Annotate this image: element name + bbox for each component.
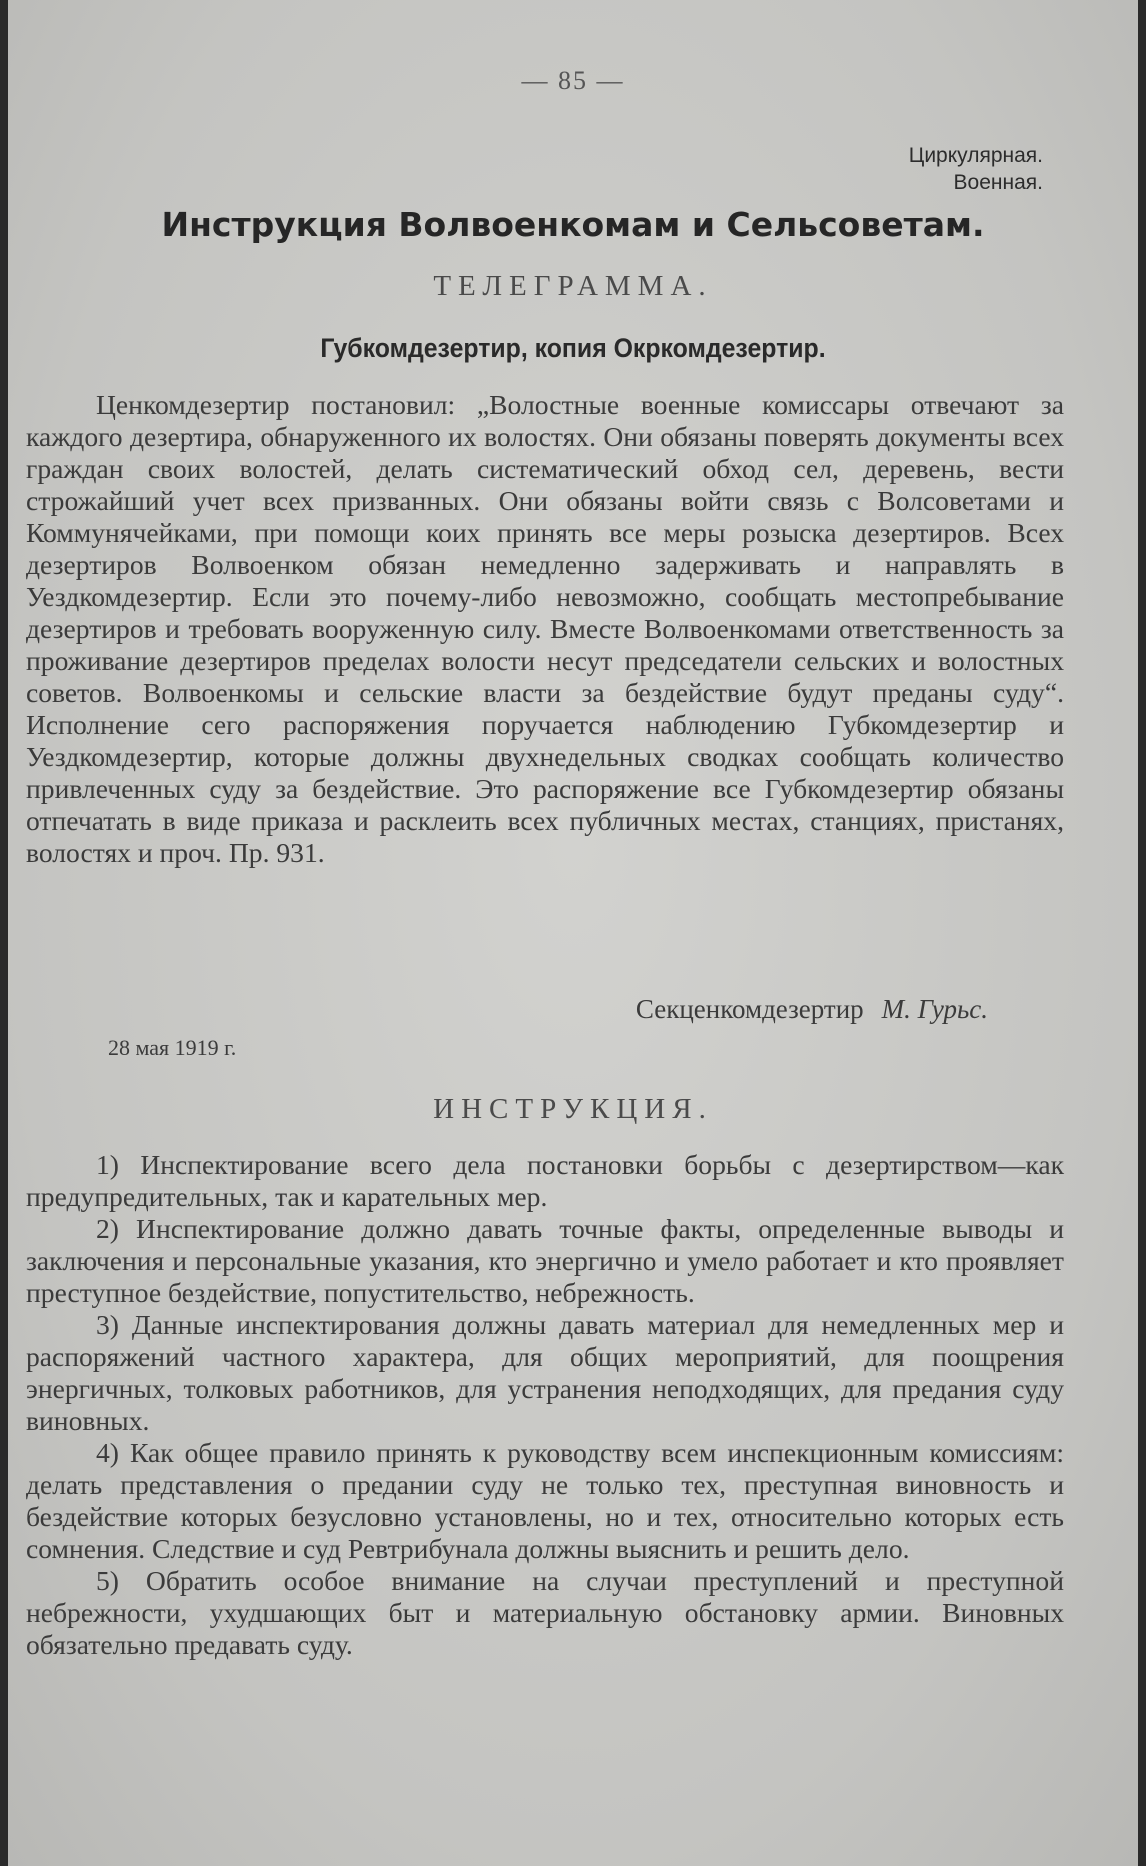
document-date: 28 мая 1919 г. [108, 1035, 237, 1060]
telegram-body [26, 389, 1064, 869]
stamp-line: Военная. [953, 171, 1043, 194]
instruction-list [26, 1149, 1064, 1661]
circular-stamp [909, 142, 1043, 196]
telegram-text: Ценкомдезертир постановил: „Волостные военные комиссары отвечают за каждого дезертира, обнаруженного их волостях. Они обязаны поверять документы всех граждан своих волостей, делать систематический обход сел, деревень, вести строжайший учет всех призванных. Они обязаны войти связь с Волсоветами и Коммунячейками, при помощи коих принять все меры розыска дезертиров. Всех дезертиров Волвоенком обязан немедленно задерживать и направлять в Уездкомдезертир. Если это почему-либо невозможно, сообщать местопребывание дезертиров и требовать вооруженную силу. Вместе Волвоенкомами ответственность за проживание дезертиров пределах волости несут председатели сельских и волостных советов. Волвоенкомы и сельские власти за бездействие будут преданы суду“. Исполнение сего распоряжения поручается наблюдению Губкомдезертир и Уездкомдезертир, которые должны двухнедельных сводках сообщать количество привлеченных суду за бездействие. Это распоряжение все Губкомдезертир обязаны отпечатать в виде приказа и расклеить всех публичных местах, станциях, пристанях, волостях и проч. Пр. 931. [26, 389, 1064, 868]
document-page [8, 0, 1138, 1866]
instruction-item: 3) Данные инспектирования должны давать материал для немедленных мер и распоряжений частного характера, для общих мероприятий, для поощрения энергичных, толковых работников, для устранения неподходящих, для предания суду виновных. [26, 1309, 1064, 1436]
addressee-line: Губкомдезертир, копия Окркомдезертир. [320, 333, 826, 363]
stamp-line: Циркулярная. [908, 144, 1043, 167]
page-number: — 85 — [521, 66, 625, 95]
instruction-item: 2) Инспектирование должно давать точные факты, определенные выводы и заключения и персональные указания, кто энергично и умело работает и кто проявляет преступное бездействие, попустительство, небрежность. [26, 1213, 1064, 1308]
instruction-item: 1) Инспектирование всего дела постановки борьбы с дезертирством—как предупредительных, так и карательных мер. [26, 1149, 1064, 1212]
instruction-item: 5) Обратить особое внимание на случаи преступлений и преступной небрежности, ухудшающих быт и материальную обстановку армии. Виновных обязательно предавать суду. [26, 1565, 1064, 1660]
document-title: Инструкция Волвоенкомам и Сельсоветам. [161, 205, 985, 244]
signature-name: М. Гурьс. [881, 994, 988, 1024]
instruction-heading: ИНСТРУКЦИЯ. [433, 1093, 713, 1125]
signature-position: Секценкомдезертир [635, 994, 864, 1024]
signature [636, 994, 988, 1025]
instruction-item: 4) Как общее правило принять к руководству всем инспекционным комиссиям: делать представления о предании суду не только тех, преступная виновность и бездействие которых безусловно установлены, но и тех, относительно которых есть сомнения. Следствие и суд Ревтрибунала должны выяснить и решить дело. [26, 1437, 1064, 1564]
telegram-heading: ТЕЛЕГРАММА. [433, 270, 713, 302]
